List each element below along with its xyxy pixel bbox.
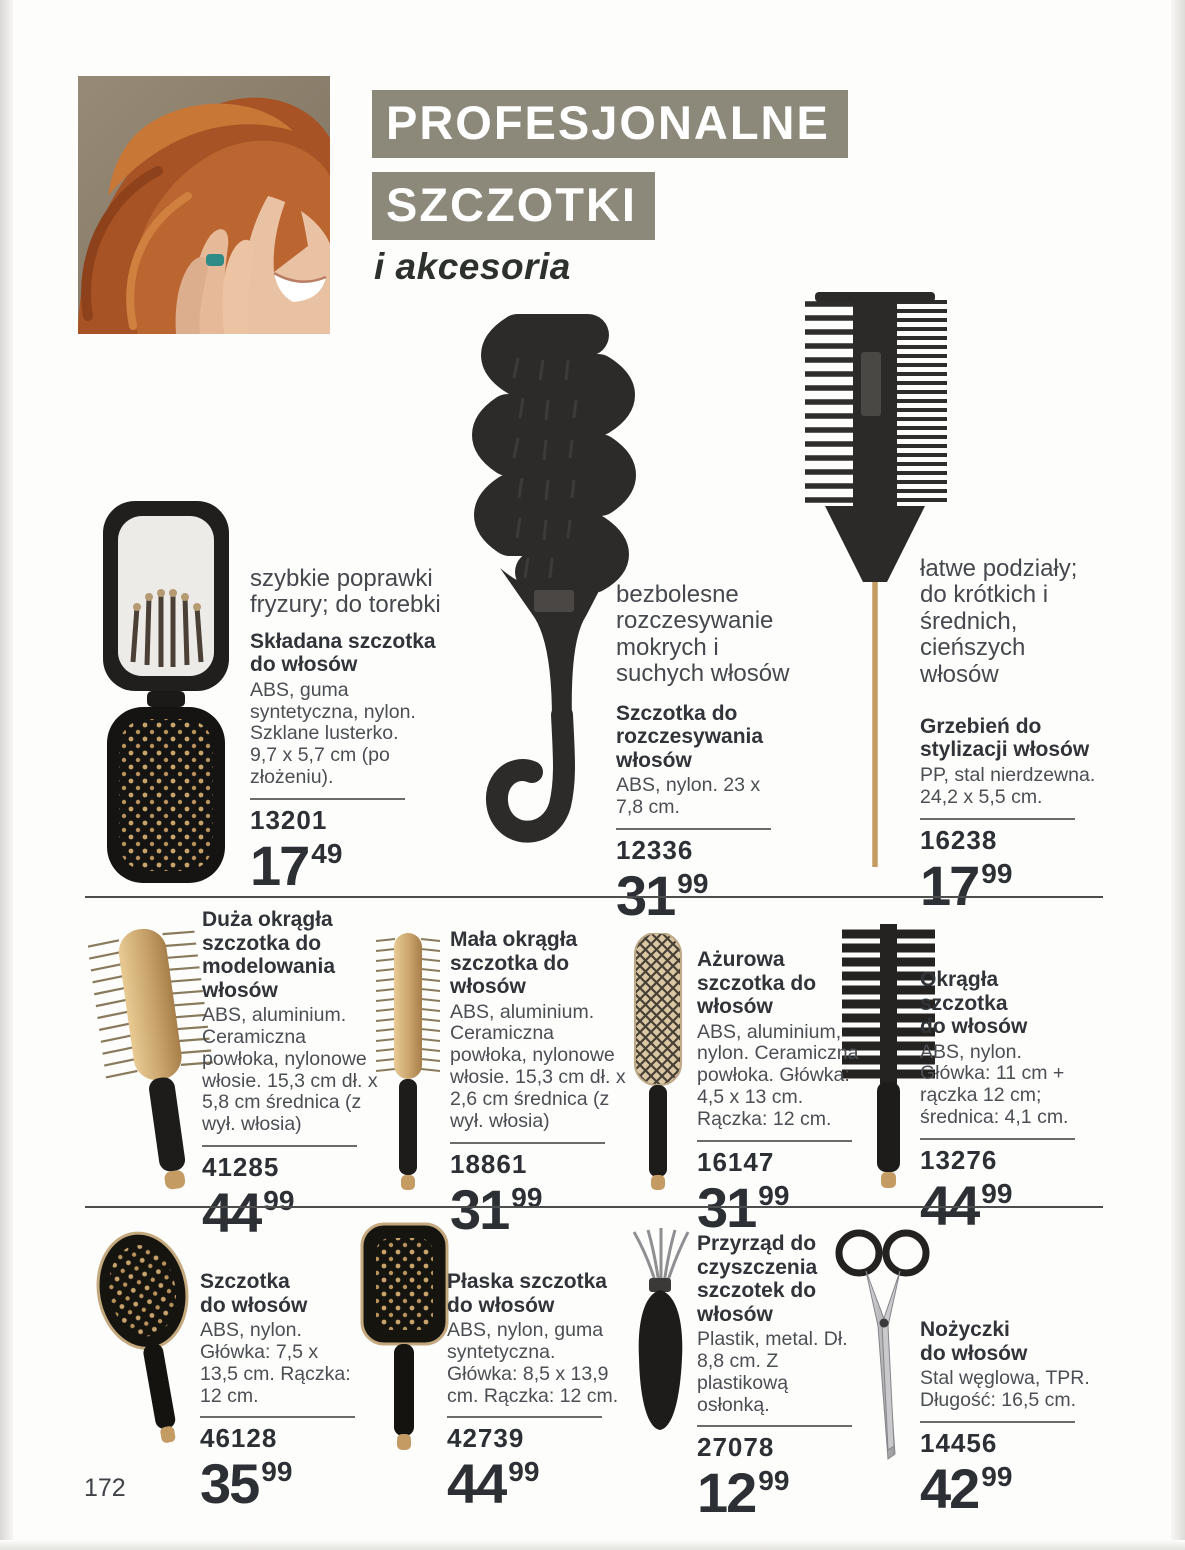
product-price bbox=[697, 1461, 862, 1525]
page-edge-left bbox=[0, 0, 13, 1550]
page-title-line1 bbox=[372, 90, 848, 158]
price-grosze: 99 bbox=[677, 867, 709, 899]
price-grosze: 99 bbox=[758, 1465, 790, 1497]
price-divider bbox=[250, 798, 405, 800]
product-tagline: szybkie poprawki fryzury; do torebki bbox=[250, 565, 441, 619]
product-code: 18861 bbox=[450, 1148, 528, 1179]
price-divider bbox=[616, 828, 771, 830]
price-divider bbox=[202, 1145, 357, 1147]
product-name: Szczotka do rozczesywania włosów bbox=[616, 701, 764, 772]
product-price bbox=[250, 833, 455, 897]
product-card-46128 bbox=[200, 1270, 358, 1516]
section-divider-2 bbox=[85, 1206, 1103, 1208]
product-card-16147 bbox=[697, 948, 870, 1239]
page-title-line2 bbox=[372, 172, 655, 240]
page-edge-bottom bbox=[0, 1540, 1185, 1550]
section-divider-1 bbox=[85, 896, 1103, 898]
brush-cleaning-tool-image bbox=[618, 1226, 703, 1441]
product-description: ABS, nylon. 23 x 7,8 cm. bbox=[616, 774, 761, 818]
price-grosze: 99 bbox=[508, 1456, 540, 1488]
price-divider bbox=[447, 1416, 602, 1418]
price-grosze: 99 bbox=[263, 1185, 295, 1217]
price-divider bbox=[920, 1421, 1075, 1423]
product-description: ABS, nylon, guma syntetyczna. Główka: 8,5 x 13,9 cm. Rączka: 12 cm. bbox=[447, 1319, 619, 1407]
price-zloty: 17 bbox=[920, 853, 979, 917]
price-grosze: 99 bbox=[981, 1177, 1013, 1209]
product-code: 12336 bbox=[616, 834, 694, 865]
price-divider bbox=[920, 1138, 1075, 1140]
price-zloty: 31 bbox=[697, 1175, 756, 1239]
price-grosze: 99 bbox=[981, 1460, 1013, 1492]
price-divider bbox=[920, 818, 1075, 820]
product-code: 42739 bbox=[447, 1423, 525, 1454]
price-grosze: 99 bbox=[261, 1456, 293, 1488]
title-text-1: PROFESJONALNE bbox=[372, 90, 848, 158]
product-card-27078 bbox=[697, 1232, 862, 1525]
product-card-18861 bbox=[450, 928, 632, 1241]
product-description: Stal węglowa, TPR. Długość: 16,5 cm. bbox=[920, 1367, 1090, 1411]
product-description: ABS, aluminium, nylon. Ceramiczna powłoka. Główka: 4,5 x 13 cm. Rączka: 12 cm. bbox=[697, 1020, 859, 1130]
folding-brush-image bbox=[85, 497, 245, 887]
product-code: 13201 bbox=[250, 804, 328, 835]
product-description: PP, stal nierdzewna. 24,2 x 5,5 cm. bbox=[920, 763, 1096, 808]
product-price bbox=[450, 1177, 632, 1241]
product-card-14456 bbox=[920, 1318, 1092, 1520]
product-name: Grzebień do stylizacji włosów bbox=[920, 714, 1090, 762]
product-code: 16238 bbox=[920, 824, 998, 855]
price-divider bbox=[200, 1416, 355, 1418]
price-zloty: 17 bbox=[250, 833, 309, 897]
price-zloty: 31 bbox=[450, 1177, 509, 1241]
product-description: ABS, aluminium. Ceramiczna powłoka, nylonowe włosie. 15,3 cm dł. x 5,8 cm średnica (z wył. włosia) bbox=[202, 1004, 378, 1136]
product-price bbox=[447, 1452, 619, 1516]
product-tagline: bezbolesne rozczesywanie mokrych i suchych włosów bbox=[616, 581, 790, 688]
price-grosze: 99 bbox=[981, 857, 1013, 889]
price-divider bbox=[450, 1142, 605, 1144]
product-name: Składana szczotka do włosów bbox=[250, 629, 436, 677]
flat-paddle-brush-image bbox=[352, 1220, 457, 1458]
product-code: 16147 bbox=[697, 1146, 775, 1177]
product-code: 27078 bbox=[697, 1432, 775, 1463]
product-name: Ażurowa szczotka do włosów bbox=[697, 948, 817, 1019]
product-name: Mała okrągła szczotka do włosów bbox=[450, 928, 578, 999]
product-description: ABS, nylon. Główka: 11 cm + rączka 12 cm; średnica: 4,1 cm. bbox=[920, 1040, 1069, 1129]
product-price bbox=[920, 853, 1102, 917]
product-description: ABS, guma syntetyczna, nylon. Szklane lusterko. 9,7 x 5,7 cm (po złożeniu). bbox=[250, 678, 416, 789]
price-grosze: 49 bbox=[311, 837, 343, 869]
product-tagline: łatwe podziały; do krótkich i średnich, cieńszych włosów bbox=[920, 555, 1078, 688]
product-name: Nożyczki do włosów bbox=[920, 1318, 1028, 1365]
price-zloty: 44 bbox=[447, 1452, 506, 1516]
product-name: Płaska szczotka do włosów bbox=[447, 1270, 607, 1317]
product-code: 14456 bbox=[920, 1427, 998, 1458]
price-zloty: 31 bbox=[616, 863, 675, 927]
price-zloty: 44 bbox=[202, 1181, 261, 1245]
product-price bbox=[200, 1452, 358, 1516]
product-card-16238 bbox=[920, 555, 1102, 917]
product-name: Okrągła szczotka do włosów bbox=[920, 968, 1028, 1039]
product-card-41285 bbox=[202, 908, 382, 1245]
product-description: Plastik, metal. Dł. 8,8 cm. Z plastikową osłonką. bbox=[697, 1328, 848, 1416]
product-description: ABS, aluminium. Ceramiczna powłoka, nylonowe włosie. 15,3 cm dł. x 2,6 cm średnica (z wył. włosia) bbox=[450, 1000, 626, 1132]
page-number: 172 bbox=[84, 1474, 126, 1502]
price-grosze: 99 bbox=[511, 1181, 543, 1213]
product-name: Szczotka do włosów bbox=[200, 1270, 308, 1317]
product-card-12336 bbox=[616, 581, 812, 927]
product-card-42739 bbox=[447, 1270, 619, 1516]
product-name: Duża okrągła szczotka do modelowania włosów bbox=[202, 908, 336, 1002]
product-code: 46128 bbox=[200, 1423, 278, 1454]
product-card-13276 bbox=[920, 968, 1080, 1237]
price-divider bbox=[697, 1425, 852, 1427]
page-subtitle: i akcesoria bbox=[374, 246, 571, 287]
product-name: Przyrząd do czyszczenia szczotek do włosów bbox=[697, 1232, 818, 1326]
product-code: 41285 bbox=[202, 1152, 280, 1183]
price-zloty: 12 bbox=[697, 1461, 756, 1525]
hero-photo bbox=[78, 76, 330, 334]
product-description: ABS, nylon. Główka: 7,5 x 13,5 cm. Rączka: 12 cm. bbox=[200, 1319, 351, 1407]
product-code: 13276 bbox=[920, 1144, 998, 1175]
page-edge-right bbox=[1171, 0, 1185, 1550]
title-text-2: SZCZOTKI bbox=[372, 172, 655, 240]
price-divider bbox=[697, 1140, 852, 1142]
price-zloty: 42 bbox=[920, 1456, 979, 1520]
oval-paddle-brush-image bbox=[96, 1228, 206, 1450]
product-card-13201 bbox=[250, 565, 455, 897]
product-price bbox=[920, 1456, 1092, 1520]
price-zloty: 35 bbox=[200, 1452, 259, 1516]
price-zloty: 44 bbox=[920, 1173, 979, 1237]
price-grosze: 99 bbox=[758, 1179, 790, 1211]
